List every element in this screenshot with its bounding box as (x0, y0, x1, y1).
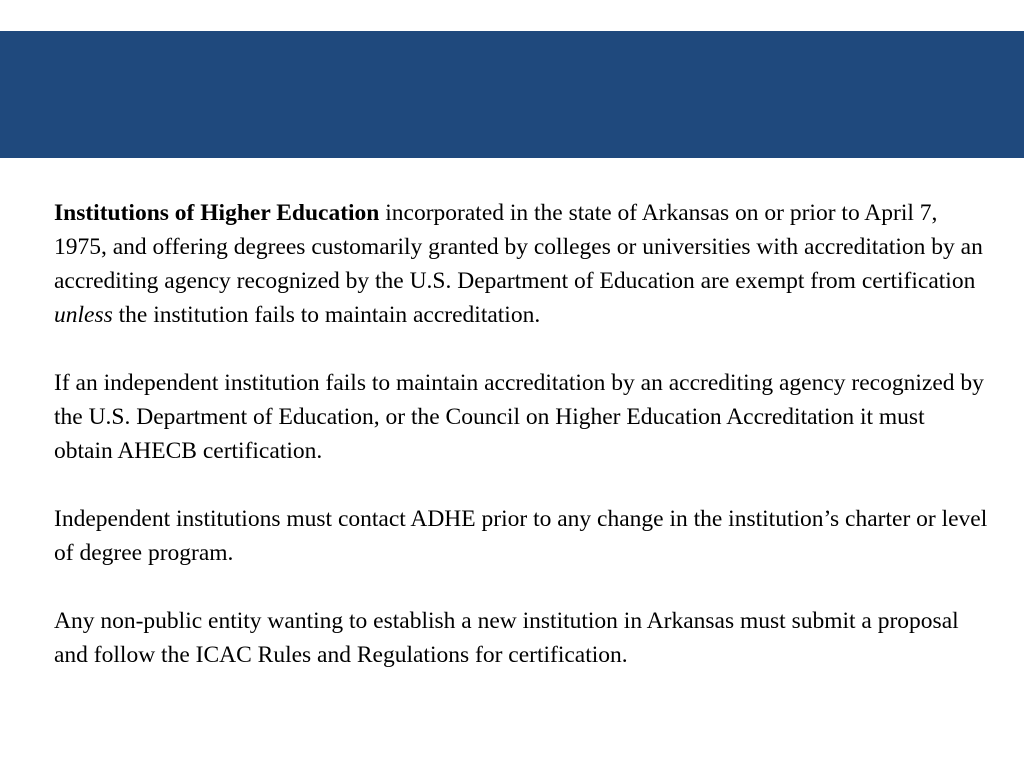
paragraph-exemption (54, 196, 989, 332)
slide-body (54, 196, 989, 672)
header-band (0, 31, 1024, 158)
paragraph-accreditation: If an independent institution fails to maintain accreditation by an accrediting agency recognized by the U.S. Department of Education, or the Council on Higher Education Accreditation it must obtain AHECB certification. (54, 370, 984, 464)
exemption-text-part-2: the institution fails to maintain accreditation. (112, 302, 541, 328)
exemption-text-part-1: incorporated in the state of Arkansas on or prior to April 7, 1975, and offering degrees customarily granted by colleges or universities with accreditation by an accrediting agency recognized by the U.S. Department of Education are exempt from certification (54, 200, 983, 294)
paragraph-new-institution: Any non-public entity wanting to establish a new institution in Arkansas must submit a proposal and follow the ICAC Rules and Regulations for certification. (54, 608, 959, 668)
emphasis-unless: unless (54, 302, 113, 328)
paragraph-contact-adhe: Independent institutions must contact ADHE prior to any change in the institution’s charter or level of degree program. (54, 506, 988, 566)
institutions-heading: Institutions of Higher Education (54, 200, 380, 226)
